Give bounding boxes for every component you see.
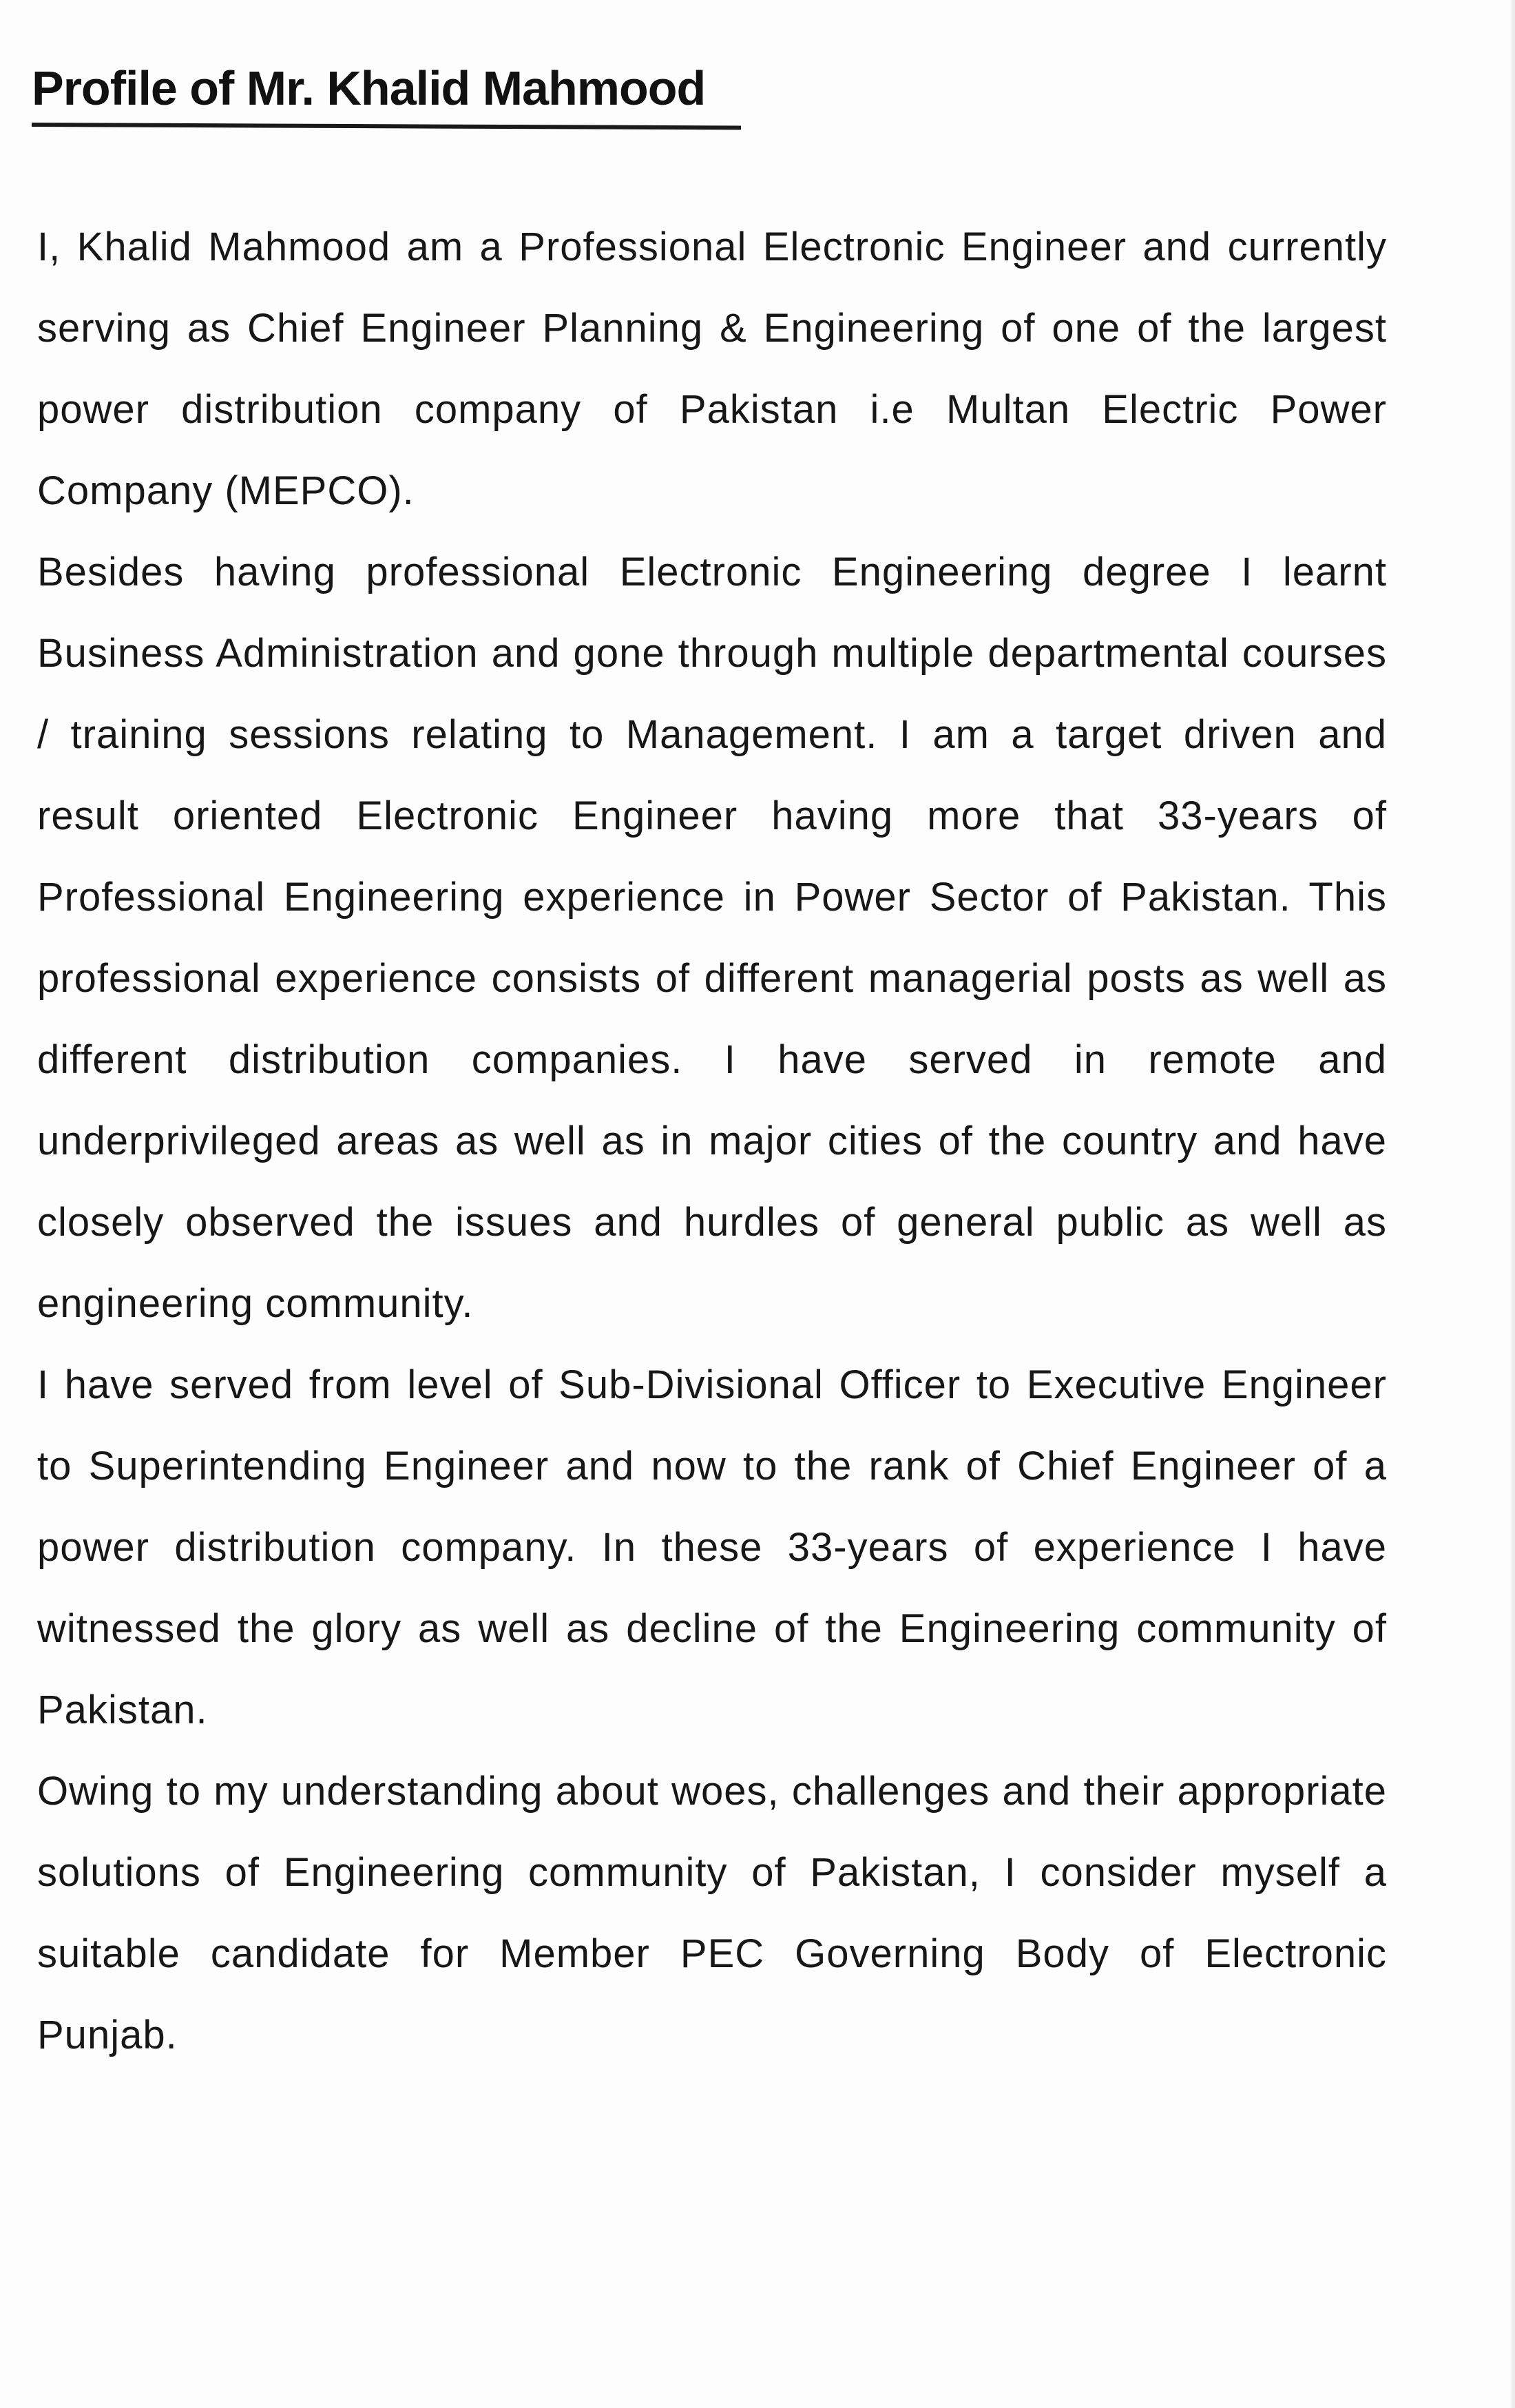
paragraph-career-progression: I have served from level of Sub-Divisional Officer to Executive Engineer to Superintending Engineer and now to the rank of Chief Engineer of a power distribution company. In these 33-years of experience I have witnessed the glory as well as decline of the Engineering community of Pakistan. — [37, 1362, 1387, 1732]
title-block — [32, 54, 748, 129]
paragraph-candidacy: Owing to my understanding about woes, challenges and their appropriate solutions of Engineering community of Pakistan, I consider myself a suitable candidate for Member PEC Governing Body of Electronic Punjab. — [37, 1769, 1387, 2057]
document-title: Profile of Mr. Khalid Mahmood — [32, 61, 706, 115]
paragraph-introduction: I, Khalid Mahmood am a Professional Electronic Engineer and currently serving as Chief Engineer Planning & Engineering of one of the largest power distribution company of Pakistan i.e Multan Electric Power Company (MEPCO). — [37, 225, 1387, 513]
title-underline — [32, 123, 741, 129]
paragraph-experience: Besides having professional Electronic Engineering degree I learnt Business Administration and gone through multiple departmental courses / training sessions relating to Management. I am a target driven and result oriented Electronic Engineer having more that 33-years of Professional Engineering experience in Power Sector of Pakistan. This professional experience consists of different managerial posts as well as different distribution companies. I have served in remote and underprivileged areas as well as in major cities of the country and have closely observed the issues and hurdles of general public as well as engineering community. — [37, 550, 1387, 1326]
profile-body — [37, 207, 1387, 2076]
scan-edge-shadow — [1511, 0, 1515, 2408]
